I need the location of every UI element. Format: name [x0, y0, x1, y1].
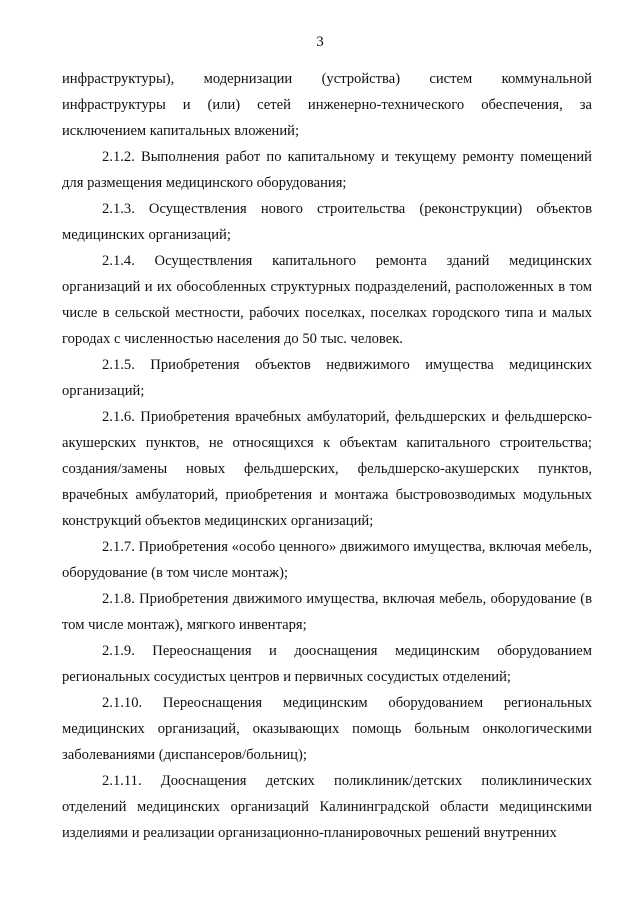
- paragraph-2-1-4: 2.1.4. Осуществления капитального ремонта зданий медицинских организаций и их обособленных структурных подразделений, расположенных в том числе в сельской местности, рабочих поселках, поселках городского типа и малых городах с численностью населения до 50 тыс. человек.: [62, 253, 592, 347]
- paragraph-2-1-9: 2.1.9. Переоснащения и дооснащения медицинским оборудованием региональных сосудистых центров и первичных сосудистых отделений;: [62, 643, 592, 685]
- paragraph-2-1-7: 2.1.7. Приобретения «особо ценного» движимого имущества, включая мебель, оборудование (в том числе монтаж);: [62, 539, 592, 581]
- paragraph-2-1-3: 2.1.3. Осуществления нового строительства (реконструкции) объектов медицинских организаций;: [62, 201, 592, 243]
- paragraph-2-1-5: 2.1.5. Приобретения объектов недвижимого имущества медицинских организаций;: [62, 357, 592, 399]
- paragraph-2-1-11: 2.1.11. Дооснащения детских поликлиник/детских поликлинических отделений медицинских организаций Калининградской области медицинскими изделиями и реализации организационно-планировочных решений внутренних: [62, 773, 592, 841]
- paragraph-2-1-6: 2.1.6. Приобретения врачебных амбулаторий, фельдшерских и фельдшерско-акушерских пунктов, не относящихся к объектам капитального строительства; создания/замены новых фельдшерских, фельдшерско-акушерских пунктов, врачебных амбулаторий, приобретения и монтажа быстровозводимых модульных конструкций объектов медицинских организаций;: [62, 409, 592, 529]
- paragraph-continuation: инфраструктуры), модернизации (устройства) систем коммунальной инфраструктуры и (или) сетей инженерно-технического обеспечения, за исключением капитальных вложений;: [62, 71, 592, 139]
- paragraph-2-1-2: 2.1.2. Выполнения работ по капитальному и текущему ремонту помещений для размещения медицинского оборудования;: [62, 149, 592, 191]
- paragraph-2-1-8: 2.1.8. Приобретения движимого имущества, включая мебель, оборудование (в том числе монтаж), мягкого инвентаря;: [62, 591, 592, 633]
- paragraph-2-1-10: 2.1.10. Переоснащения медицинским оборудованием региональных медицинских организаций, оказывающих помощь больным онкологическими заболеваниями (диспансеров/больниц);: [62, 695, 592, 763]
- page-number: 3: [316, 34, 324, 50]
- document-body: [62, 66, 592, 846]
